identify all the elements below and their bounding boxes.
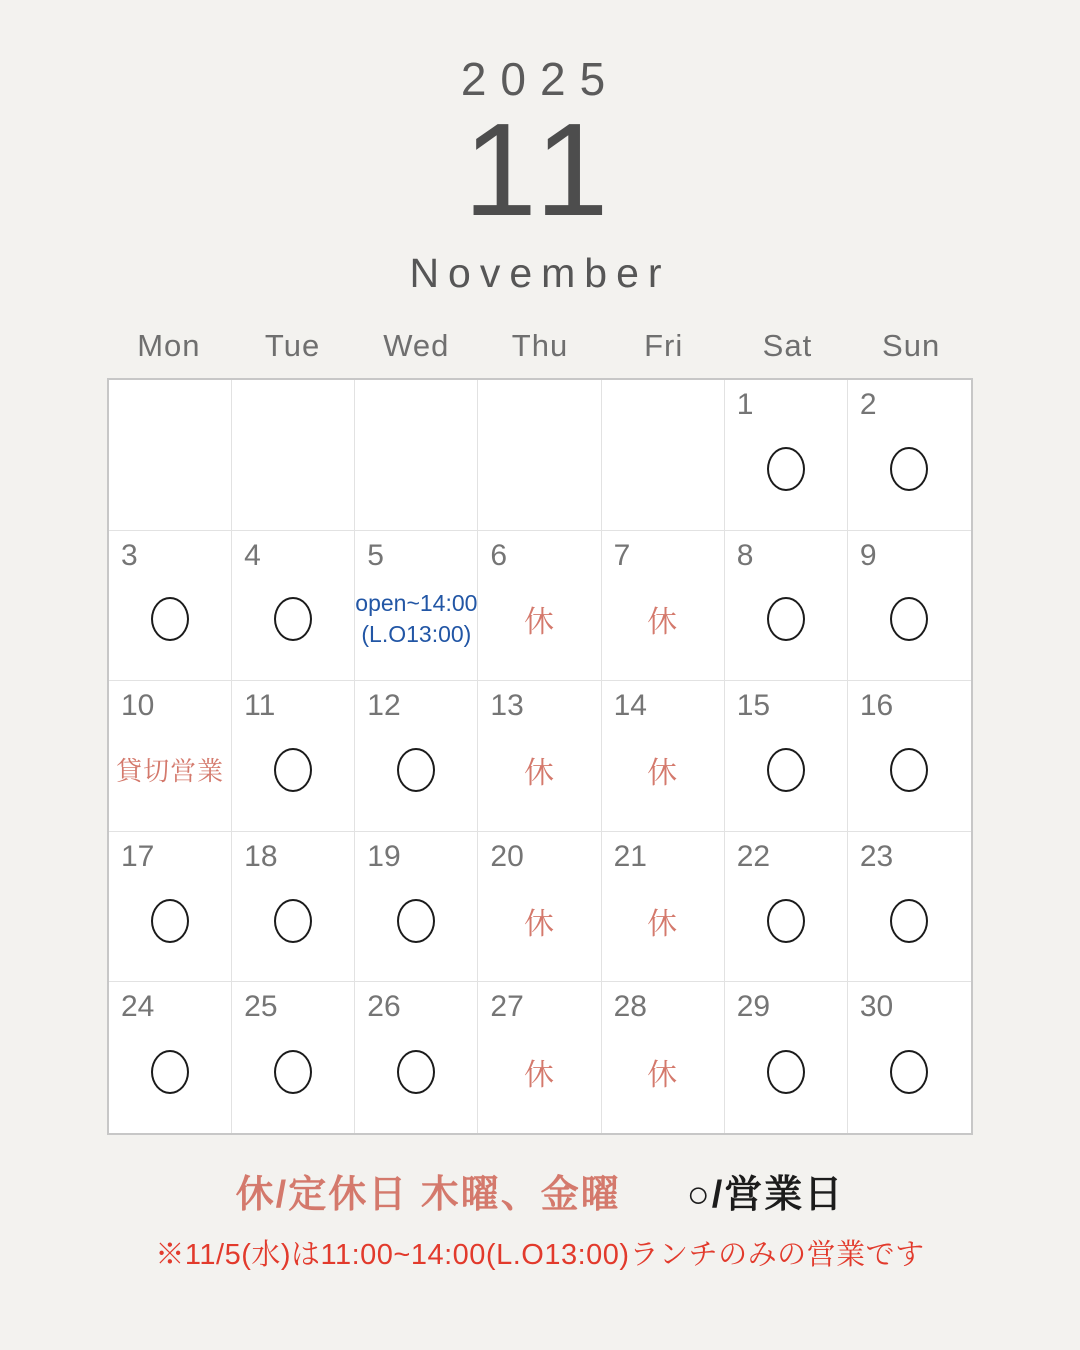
day-mark-area [109, 681, 231, 831]
calendar-day-cell-26 [355, 982, 478, 1133]
calendar-day-cell-24 [109, 982, 232, 1133]
closed-label: 休 [647, 756, 679, 790]
calendar-day-cell-4 [232, 531, 355, 682]
calendar-day-cell-10 [109, 681, 232, 832]
weekday-label-thu: Thu [511, 328, 569, 363]
calendar-empty-cell [109, 380, 232, 531]
open-circle-mark [397, 1050, 435, 1094]
open-circle-mark [397, 748, 435, 792]
calendar-day-cell-7 [602, 531, 725, 682]
weekday-label-fri: Fri [644, 328, 684, 363]
day-mark-area [478, 832, 600, 982]
day-mark-area [478, 982, 600, 1133]
calendar-day-cell-3 [109, 531, 232, 682]
day-mark-area [232, 531, 354, 681]
calendar-day-cell-30 [848, 982, 971, 1133]
calendar-day-cell-23 [848, 832, 971, 983]
month-number-label: 11 [463, 96, 617, 243]
day-mark-area [725, 380, 847, 530]
closed-label: 休 [523, 756, 555, 790]
day-number: 2 [859, 388, 877, 421]
calendar-day-cell-25 [232, 982, 355, 1133]
day-number: 16 [859, 689, 894, 723]
calendar-day-cell-29 [725, 982, 848, 1133]
weekday-label-mon: Mon [137, 328, 201, 363]
day-mark-area [232, 380, 354, 530]
day-mark-area [478, 681, 600, 831]
calendar-day-cell-13 [478, 681, 601, 832]
calendar-day-cell-20 [478, 832, 601, 983]
special-hours-label: open~14:00 (L.O13:00) [355, 590, 478, 648]
closed-label: 休 [523, 907, 555, 941]
day-mark-area [355, 681, 477, 831]
closed-label: 休 [647, 907, 679, 941]
open-circle-mark [151, 899, 189, 943]
day-number: 14 [613, 689, 647, 723]
day-mark-area [109, 832, 231, 982]
open-circle-mark [890, 447, 928, 491]
day-number: 20 [490, 839, 524, 873]
day-mark-area [848, 982, 971, 1133]
special-hours-note: ※11/5(水)は11:00~14:00(L.O13:00)ランチのみの営業です [155, 1239, 925, 1271]
day-mark-area [725, 531, 847, 681]
calendar-day-cell-21 [602, 832, 725, 983]
open-circle-mark [397, 899, 435, 943]
calendar-grid [107, 378, 973, 1135]
calendar-empty-cell [478, 380, 601, 531]
weekday-label-tue: Tue [264, 328, 321, 363]
open-circle-mark [890, 1050, 928, 1094]
day-number: 26 [367, 990, 401, 1024]
day-number: 29 [736, 990, 771, 1024]
day-number: 4 [244, 538, 261, 572]
calendar-day-cell-2 [848, 380, 971, 531]
year-label: 2025 [460, 53, 620, 105]
open-circle-mark [767, 1050, 805, 1094]
day-number: 6 [490, 538, 508, 572]
day-mark-area [725, 681, 847, 831]
day-mark-area [355, 531, 477, 681]
calendar-day-cell-9 [848, 531, 971, 682]
day-number: 21 [613, 839, 647, 873]
day-mark-area [355, 982, 477, 1133]
day-number: 18 [244, 839, 278, 873]
day-mark-area [848, 531, 971, 681]
calendar-day-cell-6 [478, 531, 601, 682]
calendar-empty-cell [602, 380, 725, 531]
calendar-day-cell-8 [725, 531, 848, 682]
day-number: 28 [613, 990, 647, 1024]
day-number: 11 [244, 689, 276, 723]
month-name-label: November [409, 250, 671, 296]
day-number: 22 [736, 839, 771, 873]
day-mark-area [109, 982, 231, 1133]
day-mark-area [848, 681, 971, 831]
calendar-day-cell-15 [725, 681, 848, 832]
calendar-day-cell-27 [478, 982, 601, 1133]
open-circle-mark [151, 1050, 189, 1094]
legend-open-days: ○/営業日 [686, 1174, 845, 1216]
closed-label: 休 [523, 606, 555, 640]
open-circle-mark [274, 1050, 312, 1094]
open-circle-mark [890, 748, 928, 792]
open-circle-mark [890, 597, 928, 641]
open-circle-mark [767, 899, 805, 943]
calendar-day-cell-11 [232, 681, 355, 832]
day-number: 30 [859, 990, 894, 1024]
calendar-day-cell-22 [725, 832, 848, 983]
day-number: 24 [121, 990, 155, 1024]
day-number: 19 [367, 839, 401, 873]
calendar-day-cell-16 [848, 681, 971, 832]
day-number: 5 [367, 538, 384, 572]
calendar-day-cell-19 [355, 832, 478, 983]
calendar-day-cell-14 [602, 681, 725, 832]
day-mark-area [232, 982, 354, 1133]
weekday-label-sun: Sun [882, 328, 941, 363]
day-number: 3 [121, 538, 138, 572]
open-circle-mark [767, 447, 805, 491]
weekday-label-sat: Sat [762, 328, 813, 363]
calendar-empty-cell [355, 380, 478, 531]
day-number: 15 [736, 689, 771, 723]
day-mark-area [725, 832, 847, 982]
open-circle-mark [767, 748, 805, 792]
calendar-empty-cell [232, 380, 355, 531]
day-number: 10 [121, 689, 155, 723]
legend [0, 1163, 1080, 1218]
closed-label: 休 [523, 1058, 555, 1092]
open-circle-mark [890, 899, 928, 943]
open-circle-mark [274, 597, 312, 641]
day-mark-area [602, 380, 724, 530]
day-number: 12 [367, 689, 401, 723]
day-number: 8 [736, 538, 754, 572]
closed-label: 休 [647, 1058, 679, 1092]
day-mark-area [109, 380, 231, 530]
day-number: 13 [490, 689, 524, 723]
calendar-day-cell-1 [725, 380, 848, 531]
day-mark-area [478, 531, 600, 681]
calendar-day-cell-12 [355, 681, 478, 832]
open-circle-mark [767, 597, 805, 641]
weekday-header-row [107, 328, 973, 370]
day-mark-area [232, 832, 354, 982]
day-mark-area [602, 681, 724, 831]
day-mark-area [355, 380, 477, 530]
day-number: 23 [859, 839, 894, 873]
day-number: 25 [244, 990, 278, 1024]
day-mark-area [725, 982, 847, 1133]
closed-label: 休 [647, 606, 679, 640]
day-mark-area [232, 681, 354, 831]
day-number: 1 [736, 388, 754, 421]
day-number: 7 [613, 538, 631, 572]
legend-closed-days: 休/定休日 木曜、金曜 [235, 1174, 621, 1216]
weekday-label-wed: Wed [383, 328, 450, 363]
day-mark-area [848, 832, 971, 982]
calendar-day-cell-5 [355, 531, 478, 682]
open-circle-mark [274, 748, 312, 792]
calendar-day-cell-17 [109, 832, 232, 983]
day-mark-area [602, 982, 724, 1133]
calendar-day-cell-28 [602, 982, 725, 1133]
day-mark-area [848, 380, 971, 530]
day-mark-area [355, 832, 477, 982]
open-circle-mark [274, 899, 312, 943]
day-mark-area [602, 832, 724, 982]
day-mark-area [478, 380, 600, 530]
day-number: 17 [121, 839, 155, 873]
open-circle-mark [151, 597, 189, 641]
day-mark-area [602, 531, 724, 681]
day-number: 9 [859, 538, 877, 572]
private-booking-label: 貸切営業 [116, 756, 225, 787]
day-mark-area [109, 531, 231, 681]
day-number: 27 [490, 990, 524, 1024]
calendar-day-cell-18 [232, 832, 355, 983]
